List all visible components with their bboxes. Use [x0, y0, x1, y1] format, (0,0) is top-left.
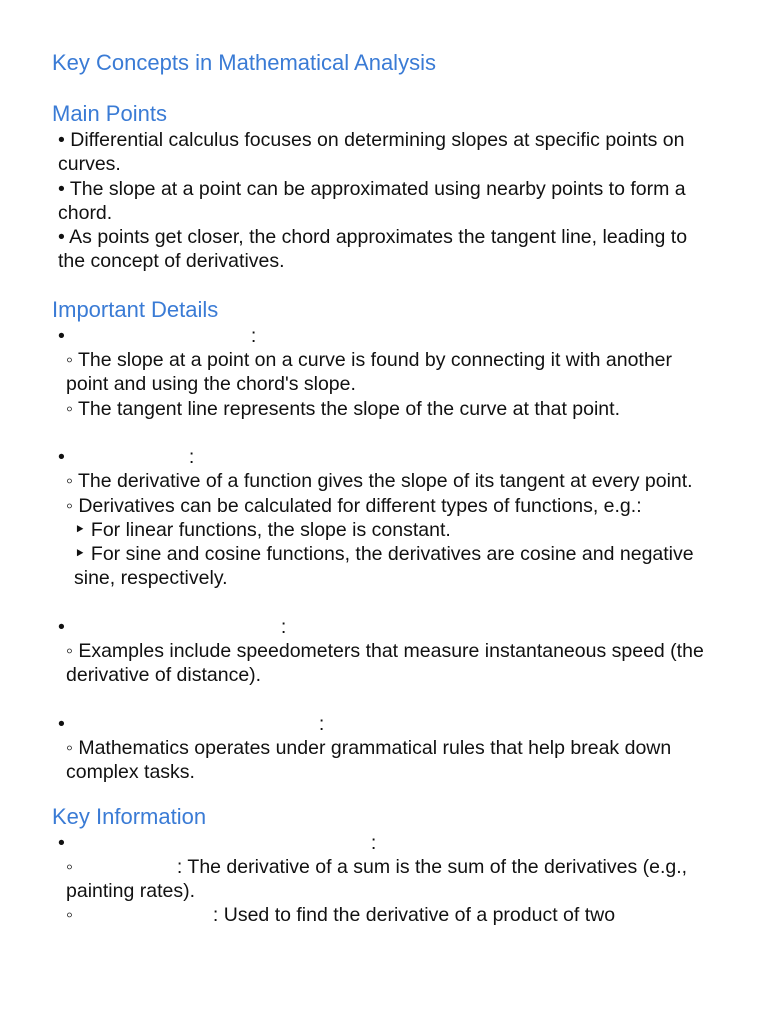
detail-group-label — [52, 615, 716, 639]
detail-group-colon: : — [318, 712, 325, 735]
main-points-heading: Main Points — [52, 101, 167, 126]
main-points-section — [52, 100, 716, 274]
key-info-text: : Used to find the derivative of a product of two — [212, 904, 616, 927]
main-point-item: • The slope at a point can be approximated using nearby points to form a chord. — [58, 177, 686, 224]
detail-item: ◦ The tangent line represents the slope of the curve at that point. — [66, 397, 620, 420]
detail-item: ◦ Mathematics operates under grammatical rules that help break down complex tasks. — [66, 736, 672, 784]
main-point-item: • Differential calculus focuses on determining slopes at specific points on curves. — [58, 129, 685, 176]
key-info-group-label — [52, 831, 716, 855]
key-information-heading: Key Information — [52, 803, 207, 829]
important-details-section — [52, 296, 716, 785]
key-info-item — [52, 903, 716, 927]
main-point-item: • As points get closer, the chord approximates the tangent line, leading to the concept of derivatives. — [58, 226, 688, 273]
detail-item: ◦ Examples include speedometers that measure instantaneous speed (the derivative of distance). — [66, 640, 704, 687]
key-info-bullet: ◦ — [66, 855, 73, 878]
document-title: Key Concepts in Mathematical Analysis — [52, 50, 436, 75]
detail-group-bullet: • — [58, 615, 65, 638]
detail-group-label — [52, 445, 716, 469]
key-info-bullet: ◦ — [66, 904, 73, 927]
detail-group-bullet: • — [58, 324, 65, 347]
important-details-heading: Important Details — [52, 296, 219, 322]
detail-group-bullet: • — [58, 712, 65, 735]
detail-subitem: ‣ For sine and cosine functions, the derivatives are cosine and negative sine, respectively. — [74, 543, 694, 590]
detail-group-label — [52, 324, 716, 348]
detail-item: ◦ The derivative of a function gives the slope of its tangent at every point. — [66, 470, 693, 493]
detail-group-label — [52, 712, 716, 736]
key-info-group-bullet: • — [58, 831, 65, 854]
key-info-group-colon: : — [370, 831, 377, 854]
detail-subitem: ‣ For linear functions, the slope is constant. — [74, 518, 451, 541]
detail-group-bullet: • — [58, 445, 65, 468]
detail-group-colon: : — [250, 324, 257, 347]
detail-group-colon: : — [188, 445, 195, 468]
key-info-text: : The derivative of a sum is the sum of the derivatives (e.g., painting rates). — [66, 855, 688, 903]
detail-item: ◦ The slope at a point on a curve is found by connecting it with another point and using the chord's slope. — [66, 349, 673, 396]
detail-item: ◦ Derivatives can be calculated for different types of functions, e.g.: — [66, 494, 642, 517]
key-information-section — [52, 803, 716, 928]
key-info-item — [52, 855, 716, 904]
detail-group-colon: : — [280, 615, 287, 638]
